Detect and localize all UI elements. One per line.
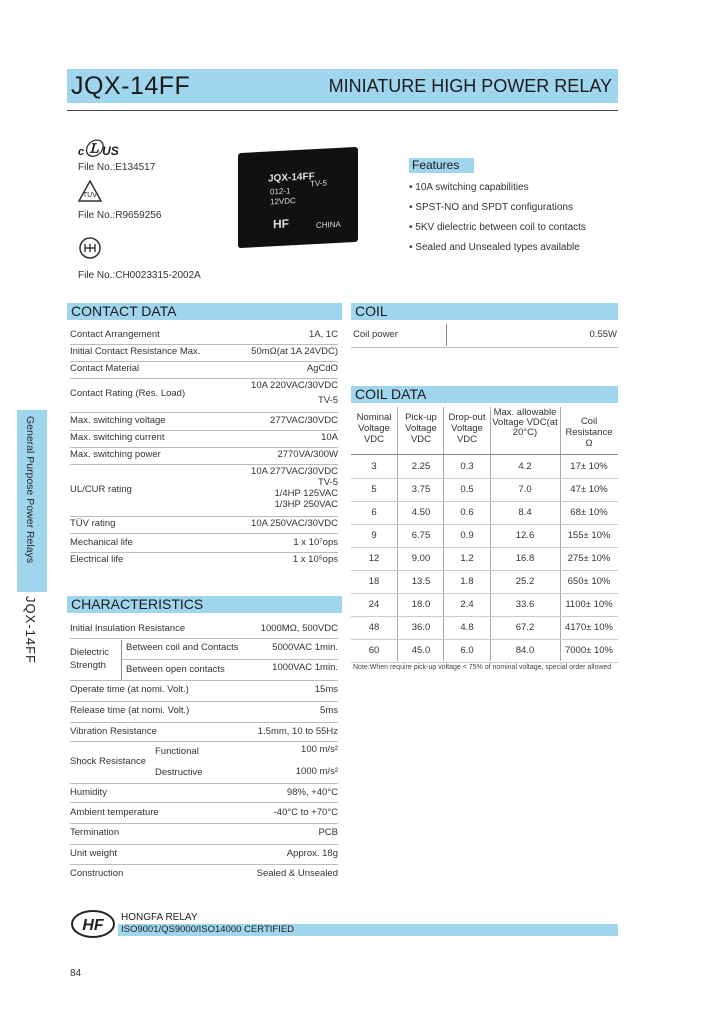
row-sublabel: Between open contacts — [126, 664, 225, 675]
ul-logo-icon: cⓁUS — [78, 139, 119, 159]
coil-power-value: 0.55W — [589, 329, 617, 340]
coil-cell: 17± 10% — [570, 461, 608, 472]
row-value: Sealed & Unsealed — [256, 868, 338, 879]
model-title: JQX-14FF — [71, 72, 191, 100]
coil-cell: 650± 10% — [567, 576, 611, 587]
coil-cell: 1.8 — [460, 576, 474, 587]
row-value: 1.5mm, 10 to 55Hz — [257, 726, 338, 737]
feature-item: • Sealed and Unsealed types available — [409, 242, 580, 253]
coil-cell: 24 — [368, 599, 380, 610]
row-value: 10A 277VAC/30VDC — [251, 466, 338, 477]
coil-cell: 60 — [368, 645, 380, 656]
char-row — [70, 684, 338, 701]
coil-cell: 3 — [371, 461, 377, 472]
coil-cell: 155± 10% — [567, 530, 611, 541]
row-value: 10A 250VAC/30VDC — [251, 518, 338, 529]
row-value: 1/3HP 250VAC — [274, 499, 338, 510]
row-value: 1 x 10⁷ops — [293, 537, 338, 548]
row-label: Humidity — [70, 787, 107, 798]
row-label: Max. switching voltage — [70, 415, 166, 426]
row-value: 1000VAC 1min. — [272, 662, 338, 673]
row-value: Approx. 18g — [286, 848, 338, 859]
row-value: PCB — [318, 827, 338, 838]
title-bar — [67, 69, 618, 103]
coil-cell: 0.9 — [460, 530, 474, 541]
row-label: Operate time (at nomi. Volt.) — [70, 684, 189, 695]
page-number: 84 — [70, 968, 82, 979]
col-header: Drop-out Voltage VDC — [448, 412, 486, 445]
coil-cell: 1.2 — [460, 553, 474, 564]
row-divider — [351, 478, 618, 479]
row-sublabel: Between coil and Contacts — [126, 642, 239, 653]
char-row — [70, 868, 338, 885]
row-value: 100 m/s² — [301, 744, 338, 755]
row-label: UL/CUR rating — [70, 484, 132, 495]
coil-cell: 6.0 — [460, 645, 474, 656]
cqc-file-no: File No.:CH0023315-2002A — [78, 270, 201, 281]
relay-print-logo: HF — [273, 216, 289, 232]
char-row — [70, 640, 338, 680]
row-label: Initial Contact Resistance Max. — [70, 346, 201, 357]
row-label: Contact Rating (Res. Load) — [70, 388, 186, 399]
row-label: Construction — [70, 868, 124, 879]
row-label: Dielectric Strength — [70, 647, 110, 671]
row-value: 1A, 1C — [308, 329, 338, 340]
char-row — [70, 827, 338, 844]
coil-cell: 5 — [371, 484, 377, 495]
product-title: MINIATURE HIGH POWER RELAY — [328, 76, 612, 96]
row-divider — [351, 639, 618, 640]
row-divider — [351, 524, 618, 525]
row-label: TÜV rating — [70, 518, 116, 529]
coil-cell: 13.5 — [411, 576, 431, 587]
coil-cell: 36.0 — [411, 622, 431, 633]
row-sublabel: Destructive — [155, 767, 203, 778]
coil-cell: 47± 10% — [570, 484, 608, 495]
row-value: TV-5 — [317, 395, 338, 406]
coil-cell: 84.0 — [515, 645, 535, 656]
coil-cell: 4.50 — [411, 507, 431, 518]
row-value: 15ms — [314, 684, 338, 695]
row-label: Ambient temperature — [70, 807, 159, 818]
row-value: 10A 220VAC/30VDC — [251, 380, 338, 391]
coil-cell: 0.3 — [460, 461, 474, 472]
coil-cell: 4170± 10% — [564, 622, 613, 633]
coil-cell: 4.2 — [518, 461, 532, 472]
feature-item: • 10A switching capabilities — [409, 182, 529, 193]
coil-cell: 48 — [368, 622, 380, 633]
row-value: AgCdO — [306, 363, 338, 374]
row-label: Termination — [70, 827, 120, 838]
coil-cell: 0.6 — [460, 507, 474, 518]
relay-print-model: JQX-14FF — [268, 171, 315, 185]
row-divider — [351, 547, 618, 548]
row-label: Shock Resistance — [70, 756, 147, 767]
coil-cell: 16.8 — [515, 553, 535, 564]
category-tab — [17, 410, 47, 592]
relay-product-image — [238, 147, 358, 248]
row-value: 1 x 10⁵ops — [292, 554, 338, 565]
row-divider — [351, 501, 618, 502]
col-header: Max. allowable Voltage VDC(at 20°C) — [492, 407, 558, 438]
coil-cell: 1100± 10% — [565, 599, 613, 610]
row-value: 1000 m/s² — [295, 766, 338, 777]
cqc-logo-icon — [78, 236, 102, 265]
coil-cell: 275± 10% — [567, 553, 611, 564]
contact-row — [70, 380, 338, 412]
features-heading: Features — [409, 158, 474, 173]
coil-data-table — [351, 407, 618, 661]
coil-cell: 9.00 — [411, 553, 431, 564]
hongfa-logo-icon — [70, 909, 116, 939]
row-label: Vibration Resistance — [70, 726, 157, 737]
row-label: Release time (at nomi. Volt.) — [70, 705, 190, 716]
char-row — [70, 807, 338, 824]
col-header: Coil Resistance Ω — [565, 416, 613, 449]
char-row — [70, 848, 338, 865]
coil-cell: 67.2 — [515, 622, 535, 633]
feature-item: • SPST-NO and SPDT configurations — [409, 202, 573, 213]
coil-cell: 12 — [368, 553, 380, 564]
coil-cell: 3.75 — [411, 484, 431, 495]
iso-cert-text: ISO9001/QS9000/ISO14000 CERTIFIED — [121, 924, 295, 935]
coil-cell: 7000± 10% — [564, 645, 613, 656]
coil-cell: 4.8 — [460, 622, 474, 633]
row-label: Max. switching current — [70, 432, 165, 443]
row-divider — [351, 593, 618, 594]
company-name: HONGFA RELAY — [121, 912, 198, 923]
row-value: 277VAC/30VDC — [270, 415, 338, 426]
tuv-logo-icon — [78, 180, 102, 207]
row-value: 5ms — [320, 705, 338, 716]
row-value: 50mΩ(at 1A 24VDC) — [251, 346, 338, 357]
header-rule — [67, 110, 618, 111]
row-label: Electrical life — [70, 554, 124, 565]
coil-cell: 25.2 — [515, 576, 535, 587]
coil-cell: 7.0 — [518, 484, 532, 495]
row-label: Contact Arrangement — [70, 329, 160, 340]
coil-cell: 68± 10% — [570, 507, 608, 518]
logo-text: HF — [82, 917, 104, 934]
coil-cell: 12.6 — [515, 530, 535, 541]
coil-cell: 9 — [371, 530, 377, 541]
row-value: -40°C to +70°C — [273, 807, 338, 818]
coil-cell: 45.0 — [411, 645, 431, 656]
coil-cell: 8.4 — [518, 507, 532, 518]
row-label: Initial Insulation Resistance — [70, 623, 186, 634]
feature-item: • 5KV dielectric between coil to contacts — [409, 222, 586, 233]
char-row — [70, 744, 338, 784]
coil-cell: 6 — [371, 507, 377, 518]
svg-text:TUV: TUV — [82, 191, 98, 199]
coil-cell: 18 — [368, 576, 380, 587]
coil-cell: 33.6 — [515, 599, 535, 610]
row-value: 98%, +40°C — [286, 787, 338, 798]
row-label: Mechanical life — [70, 537, 133, 548]
row-divider — [351, 570, 618, 571]
row-label: Max. switching power — [70, 449, 161, 460]
relay-print-voltage: 12VDC — [270, 196, 296, 207]
col-header: Nominal Voltage VDC — [356, 412, 392, 445]
contact-data-heading: CONTACT DATA — [67, 303, 342, 320]
coil-note: Note:When require pick-up voltage < 75% of nominal voltage, special order allowed — [353, 664, 612, 671]
category-label: General Purpose Power Relays — [24, 416, 36, 564]
sidebar-model: JQX-14FF — [23, 596, 38, 664]
ul-file-no: File No.:E134517 — [78, 162, 156, 173]
coil-cell: 6.75 — [411, 530, 431, 541]
row-value: 1/4HP 125VAC — [274, 488, 338, 499]
row-divider — [351, 662, 618, 663]
coil-data-heading: COIL DATA — [351, 386, 618, 403]
row-label: Contact Material — [70, 363, 140, 374]
characteristics-heading: CHARACTERISTICS — [67, 596, 342, 613]
col-header: Pick-up Voltage VDC — [405, 412, 437, 445]
row-value: 1000MΩ, 500VDC — [260, 623, 338, 634]
coil-power-label: Coil power — [353, 329, 398, 340]
coil-cell: 0.5 — [460, 484, 474, 495]
coil-cell: 2.25 — [411, 461, 431, 472]
row-value: 2770VA/300W — [277, 449, 338, 460]
contact-row — [70, 554, 338, 571]
relay-print-code: 012-1 — [270, 186, 291, 197]
char-row — [70, 705, 338, 722]
row-value: TV-5 — [317, 477, 338, 488]
coil-heading: COIL — [351, 303, 618, 320]
coil-cell: 2.4 — [460, 599, 474, 610]
relay-print-origin: CHINA — [316, 219, 341, 231]
row-value: 10A — [321, 432, 338, 443]
relay-print-rating: TV-5 — [310, 178, 327, 189]
row-value: 5000VAC 1min. — [272, 642, 338, 653]
row-label: Unit weight — [70, 848, 117, 859]
coil-cell: 18.0 — [411, 599, 431, 610]
row-sublabel: Functional — [155, 746, 199, 757]
contact-row — [70, 466, 338, 518]
tuv-file-no: File No.:R9659256 — [78, 210, 162, 221]
row-divider — [351, 616, 618, 617]
